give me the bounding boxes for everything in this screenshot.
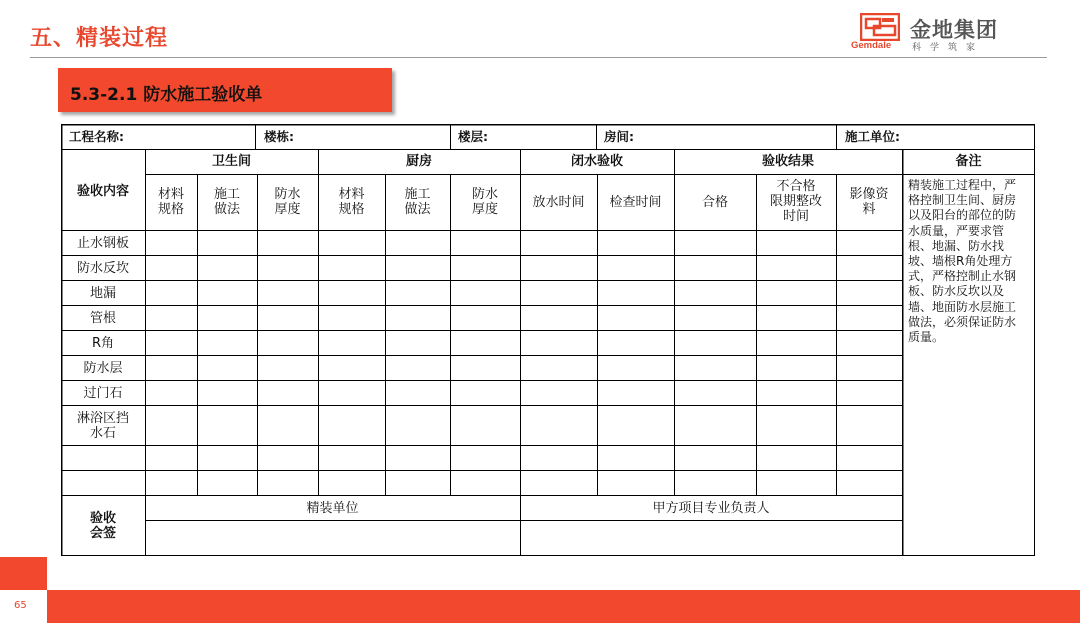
row-label: 防水反坎 [76,261,129,276]
group-remarks: 备注 [955,154,982,169]
footer-bar [47,590,1080,623]
logo-slogan: 科 学 筑 家 [912,43,976,53]
page-number: 65 [14,600,27,611]
sub-header: 影像资 料 [849,187,889,217]
sub-header: 施工 做法 [213,187,240,217]
sub-header: 施工 做法 [404,187,431,217]
field-building: 楼栋: [264,129,294,144]
row-label: 止水钢板 [76,236,129,251]
sub-header: 材料 规格 [157,187,184,217]
logo-name: 金地集团 [910,18,998,42]
header-rule [30,57,1047,58]
sub-header: 检查时间 [609,195,662,210]
subtitle-banner [58,68,392,112]
field-room: 房间: [604,129,634,144]
sub-header: 放水时间 [532,195,585,210]
acceptance-form [61,124,1035,556]
sub-header: 合格 [701,195,728,210]
field-project-name: 工程名称: [69,129,124,144]
logo-english-name: Gemdale [851,40,892,51]
row-label: 过门石 [83,386,123,401]
group-result: 验收结果 [761,154,814,169]
sub-header: 防水 厚度 [274,187,301,217]
row-label: 地漏 [89,286,116,301]
field-contractor: 施工单位: [845,129,900,144]
sign-label: 验收 会签 [89,511,116,541]
gemdale-logo-icon [860,13,900,41]
subtitle-text: 5.3-2.1 防水施工验收单 [70,85,263,105]
group-kitchen: 厨房 [405,154,432,169]
company-logo [851,10,1036,54]
field-floor: 楼层: [458,129,488,144]
section-title: 五、精装过程 [30,26,169,51]
sign-party-fitout: 精装单位 [306,501,359,516]
group-bathroom: 卫生间 [211,154,251,169]
sub-header: 防水 厚度 [471,187,498,217]
content-header: 验收内容 [76,184,129,199]
row-label: 淋浴区挡 水石 [76,411,129,441]
sub-header: 材料 规格 [338,187,365,217]
sub-header: 不合格 限期整改 时间 [769,179,822,224]
group-water-test: 闭水验收 [570,154,623,169]
sign-party-client: 甲方项目专业负责人 [652,501,770,516]
row-label: R角 [91,336,115,351]
footer-left-block [0,557,47,590]
row-label: 防水层 [83,361,123,376]
row-label: 管根 [89,311,116,326]
remarks-note: 精装施工过程中，严格控制卫生间、厨房以及阳台的部位的防水质量，严要求管根、地漏、防水找坡、墙根R角处理方式，严格控制止水钢板、防水反坎以及墙、地面防水层施工做法，必须保证防水质量。 [908,178,1017,345]
